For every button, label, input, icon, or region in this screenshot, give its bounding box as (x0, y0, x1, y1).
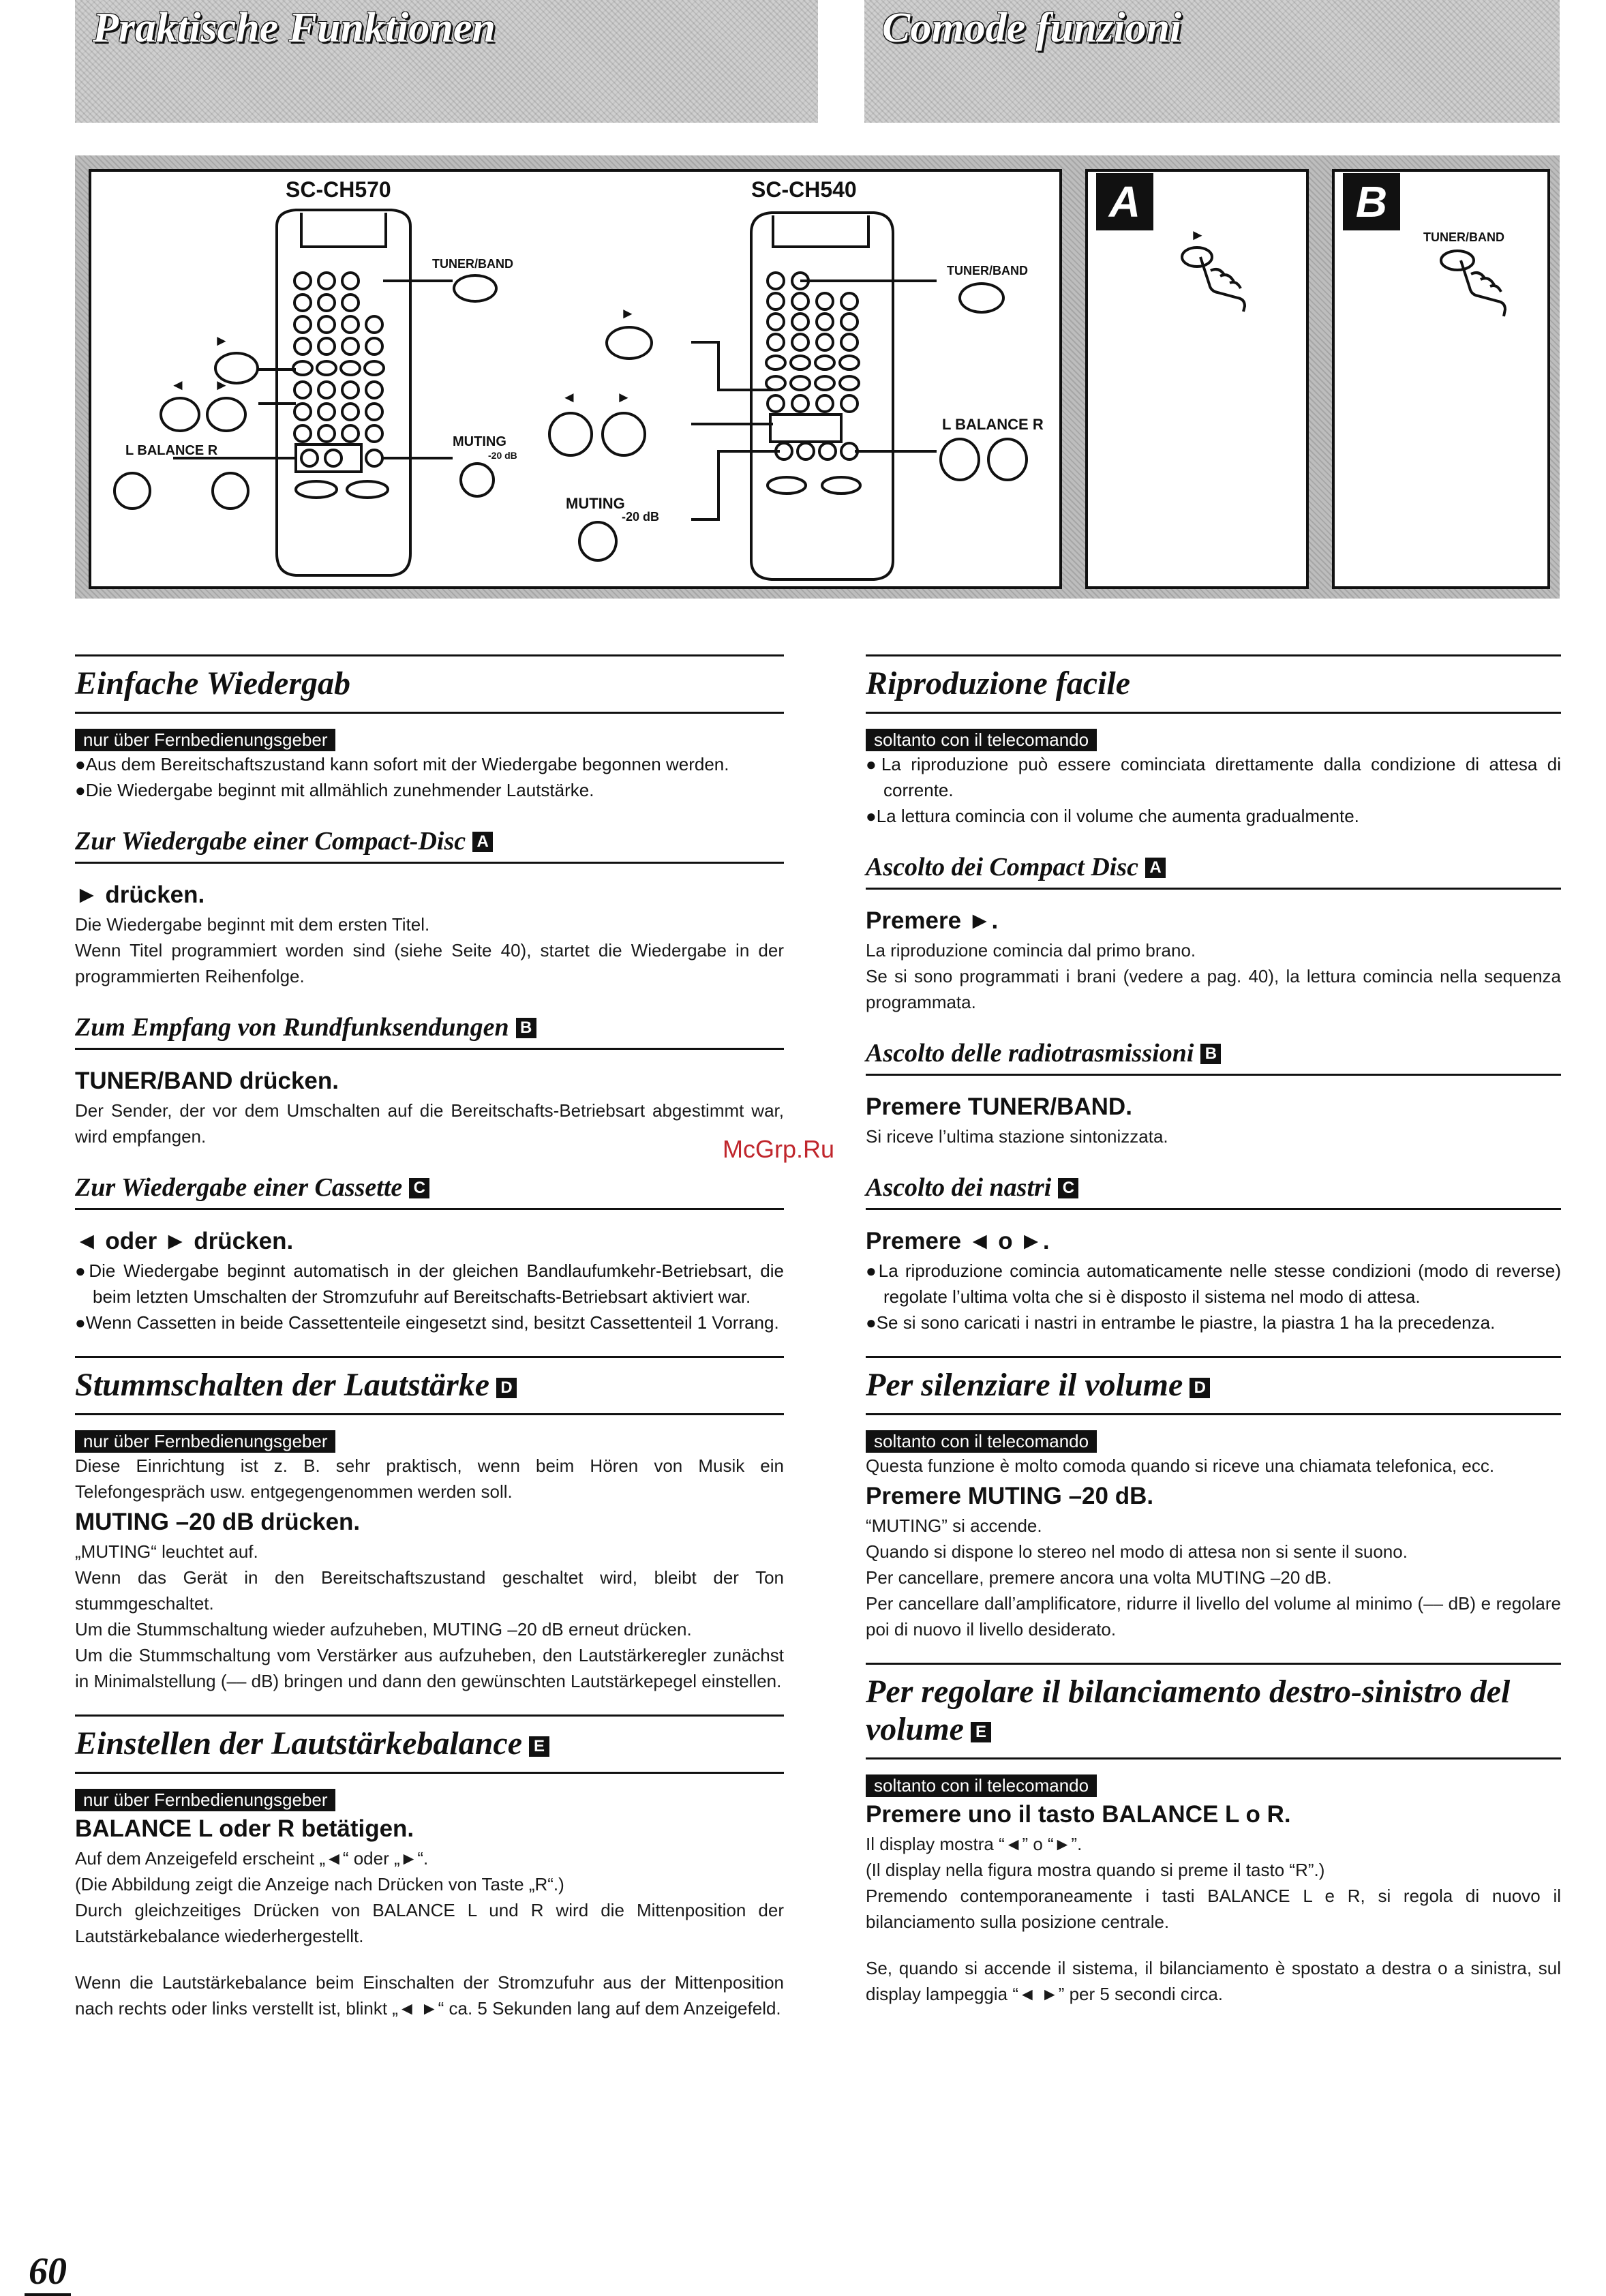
header-right-title: Comode funzioni (882, 5, 1182, 51)
fwd-arrow-right: ► (616, 389, 631, 406)
watermark: McGrp.Ru (723, 1135, 835, 1163)
section-title (75, 1715, 784, 1774)
body-text: “MUTING” si accende. (866, 1515, 1042, 1536)
remote-only-tag: soltanto con il telecomando (866, 1774, 1097, 1797)
muting-button-right[interactable] (578, 521, 618, 562)
balance-label-left: L BALANCE R (125, 443, 218, 458)
section-title-text: Einstellen der Lautstärkebalance (75, 1725, 523, 1762)
instruction: BALANCE L oder R betätigen. (75, 1815, 414, 1842)
body-text: Der Sender, der vor dem Umschalten auf die Bereitschafts-Betriebsart abgestimmt war, wird empfangen. (75, 1100, 784, 1147)
body-text: Wenn Titel programmiert worden sind (siehe Seite 40), startet die Wiedergabe in der programmierten Reihenfolge. (75, 940, 784, 986)
body-text: Auf dem Anzeigefeld erscheint „◄“ oder „►“. (75, 1848, 429, 1869)
subsection-title (866, 1036, 1561, 1076)
body-text: Premendo contemporaneamente i tasti BALANCE L e R, si regola di nuovo il bilanciamento sulla posizione centrale. (866, 1886, 1561, 1932)
body-text: Questa funzione è molto comoda quando si riceve una chiamata telefonica, ecc. (866, 1455, 1495, 1476)
tuner-band-label-left: TUNER/BAND (432, 257, 513, 271)
balance-r-button-right[interactable] (987, 438, 1028, 481)
instruction: Premere TUNER/BAND. (866, 1093, 1132, 1120)
remote-only-tag: nur über Fernbedienungsgeber (75, 1789, 335, 1811)
body-text: Um die Stummschaltung vom Verstärker aus aufzuheben, den Lautstärkeregler zunächst in Minimalstellung (–– dB) bringen und dann den gewünschten Lautstärkepegel einstellen. (75, 1645, 784, 1691)
rev-button-right[interactable] (548, 412, 593, 457)
section-title (866, 1663, 1561, 1759)
model-right-label: SC-CH540 (751, 177, 857, 202)
bullet-text: ●Die Wiedergabe beginnt mit allmählich zunehmender Lautstärke. (75, 780, 594, 800)
figure-ref-badge: E (529, 1736, 549, 1757)
italian-column (866, 654, 1561, 2007)
tuner-band-button-right[interactable] (958, 282, 1005, 314)
play-arrow-right: ► (620, 305, 635, 322)
body-text: Diese Einrichtung ist z. B. sehr praktisch, wenn beim Hören von Musik ein Telefongespräch usw. entgegengenommen werden soll. (75, 1455, 784, 1502)
instruction: TUNER/BAND drücken. (75, 1068, 339, 1094)
body-text: Quando si dispone lo stereo nel modo di attesa non si sente il suono. (866, 1541, 1408, 1562)
panel-a (1085, 169, 1309, 589)
subsection-title-text: Zum Empfang von Rundfunksendungen (75, 1013, 509, 1042)
body-text: (Die Abbildung zeigt die Anzeige nach Drücken von Taste „R“.) (75, 1874, 564, 1894)
subsection-title-text: Zur Wiedergabe einer Cassette (75, 1173, 403, 1202)
body-text: La riproduzione comincia dal primo brano. (866, 940, 1196, 961)
remote-only-tag: nur über Fernbedienungsgeber (75, 729, 335, 751)
fwd-button-right[interactable] (601, 412, 646, 457)
bullet-text: ●Wenn Cassetten in beide Cassettenteile eingesetzt sind, besitzt Cassettenteil 1 Vorrang. (75, 1312, 779, 1333)
bullet-text: ●Aus dem Bereitschaftszustand kann sofort mit der Wiedergabe begonnen werden. (75, 754, 729, 774)
figure-ref-badge: C (409, 1178, 429, 1198)
instruction: Premere ◄ o ►. (866, 1228, 1050, 1254)
muting-db-left: -20 dB (488, 450, 517, 461)
panel-a-play-arrow: ► (1190, 226, 1205, 243)
figure-ref-badge: B (1200, 1044, 1221, 1064)
subsection-title-text: Ascolto delle radiotrasmissioni (866, 1039, 1194, 1068)
instruction: ► drücken. (75, 881, 205, 908)
subsection-title (866, 1170, 1561, 1210)
body-text: Die Wiedergabe beginnt mit dem ersten Titel. (75, 914, 430, 935)
balance-l-button-right[interactable] (939, 438, 980, 481)
bullet-text: ●La riproduzione può essere cominciata direttamente dalla condizione di attesa di corrente. (866, 754, 1561, 800)
section-title (866, 1356, 1561, 1415)
bullet-text: ●La riproduzione comincia automaticamente nelle stesse condizioni (modo di reverse) regolate l’ultima volta che si è disposto il sistema nel modo di attesa. (866, 1260, 1561, 1307)
subsection-title (75, 1170, 784, 1210)
panel-b-tuner-label: TUNER/BAND (1423, 230, 1504, 244)
page-number: 60 (25, 2250, 71, 2296)
instruction: Premere ►. (866, 907, 999, 934)
body-text: (Il display nella figura mostra quando si preme il tasto “R”.) (866, 1860, 1325, 1880)
body-text: Se si sono programmati i brani (vedere a pag. 40), la lettura comincia nella sequenza programmata. (866, 966, 1561, 1012)
header-left-title: Praktische Funktionen (93, 5, 496, 51)
remote-panel (89, 169, 1062, 589)
bullet-text: ●Die Wiedergabe beginnt automatisch in der gleichen Bandlaufumkehr-Betriebsart, die beim letzten Umschalten der Stromzufuhr auf Bereitschafts-Betriebsart aktiviert war. (75, 1260, 784, 1307)
section-title-text: Stummschalten der Lautstärke (75, 1367, 490, 1403)
body-text: Wenn das Gerät in den Bereitschaftszustand geschaltet wird, bleibt der Ton stummgeschaltet. (75, 1567, 784, 1614)
fwd-arrow-left: ► (214, 376, 229, 393)
section-title: Riproduzione facile (866, 654, 1561, 714)
body-text: Um die Stummschaltung wieder aufzuheben, MUTING –20 dB erneut drücken. (75, 1619, 692, 1640)
bullet-text: ●Se si sono caricati i nastri in entrambe le piastre, la piastra 1 ha la precedenza. (866, 1312, 1496, 1333)
figure-ref-badge: D (1190, 1378, 1210, 1398)
section-title-text: Per silenziare il volume (866, 1367, 1183, 1403)
hand-press-icon (1177, 243, 1258, 318)
muting-db-right: -20 dB (622, 510, 660, 524)
subsection-title-text: Zur Wiedergabe einer Compact-Disc (75, 827, 466, 856)
header-left (75, 0, 818, 123)
figure-ref-badge: B (516, 1018, 536, 1038)
remote-only-tag: nur über Fernbedienungsgeber (75, 1430, 335, 1453)
instruction: ◄ oder ► drücken. (75, 1228, 294, 1254)
fwd-button-left[interactable] (206, 397, 247, 432)
panel-b-badge: B (1343, 173, 1400, 230)
body-text: Se, quando si accende il sistema, il bilanciamento è spostato a destra o a sinistra, sul display lampeggia “◄ ►” per 5 secondi circa. (866, 1958, 1561, 2004)
panel-a-badge: A (1096, 173, 1153, 230)
remote-only-tag: soltanto con il telecomando (866, 729, 1097, 751)
subsection-title (75, 824, 784, 864)
model-left-label: SC-CH570 (286, 177, 391, 202)
muting-label-right: MUTING (566, 495, 625, 512)
balance-label-right: L BALANCE R (942, 416, 1044, 433)
body-text: „MUTING“ leuchtet auf. (75, 1541, 258, 1562)
header-right (864, 0, 1560, 123)
bullet-text: ●La lettura comincia con il volume che aumenta gradualmente. (866, 806, 1359, 826)
muting-button-left[interactable] (459, 462, 495, 498)
body-text: Per cancellare dall’amplificatore, ridurre il livello del volume al minimo (–– dB) e regolare poi di nuovo il livello desiderato. (866, 1593, 1561, 1640)
section-title-text: Per regolare il bilanciamento destro-sinistro del volume (866, 1674, 1511, 1747)
play-arrow-left: ► (214, 332, 229, 349)
figure-ref-badge: E (971, 1722, 991, 1742)
body-text: Wenn die Lautstärkebalance beim Einschalten der Stromzufuhr aus der Mittenposition nach rechts oder links verstellt ist, blinkt „◄ ►“ ca. 5 Sekunden lang auf dem Anzeigefeld. (75, 1972, 784, 2019)
panel-b (1332, 169, 1550, 589)
subsection-title-text: Ascolto dei nastri (866, 1173, 1052, 1202)
body-text: Il display mostra “◄” o “►”. (866, 1834, 1082, 1854)
figure-ref-badge: A (472, 832, 493, 852)
instruction: Premere uno il tasto BALANCE L o R. (866, 1801, 1291, 1828)
remote-only-tag: soltanto con il telecomando (866, 1430, 1097, 1453)
section-title (75, 1356, 784, 1415)
balance-l-button-left[interactable] (113, 472, 151, 510)
balance-r-button-left[interactable] (211, 472, 249, 510)
section-title: Einfache Wiedergab (75, 654, 784, 714)
hand-press-icon (1437, 248, 1519, 323)
german-column (75, 654, 784, 2021)
figure-ref-badge: D (496, 1378, 517, 1398)
rev-arrow-right: ◄ (562, 389, 577, 406)
tuner-band-button-left[interactable] (453, 274, 498, 303)
tuner-band-label-right: TUNER/BAND (947, 264, 1028, 277)
subsection-title-text: Ascolto dei Compact Disc (866, 853, 1139, 881)
subsection-title (866, 849, 1561, 890)
subsection-title (75, 1010, 784, 1050)
figure-ref-badge: A (1145, 858, 1166, 878)
play-button-right[interactable] (605, 326, 653, 360)
figure-ref-badge: C (1058, 1178, 1078, 1198)
body-text: Si riceve l’ultima stazione sintonizzata. (866, 1126, 1168, 1147)
muting-label-left: MUTING (453, 434, 506, 449)
body-text: Per cancellare, premere ancora una volta MUTING –20 dB. (866, 1567, 1332, 1588)
body-text: Durch gleichzeitiges Drücken von BALANCE L und R wird die Mittenposition der Lautstärkebalance wiederhergestellt. (75, 1900, 784, 1946)
instruction: MUTING –20 dB drücken. (75, 1509, 361, 1535)
instruction: Premere MUTING –20 dB. (866, 1483, 1154, 1509)
rev-button-left[interactable] (160, 397, 200, 432)
rev-arrow-left: ◄ (170, 376, 185, 393)
